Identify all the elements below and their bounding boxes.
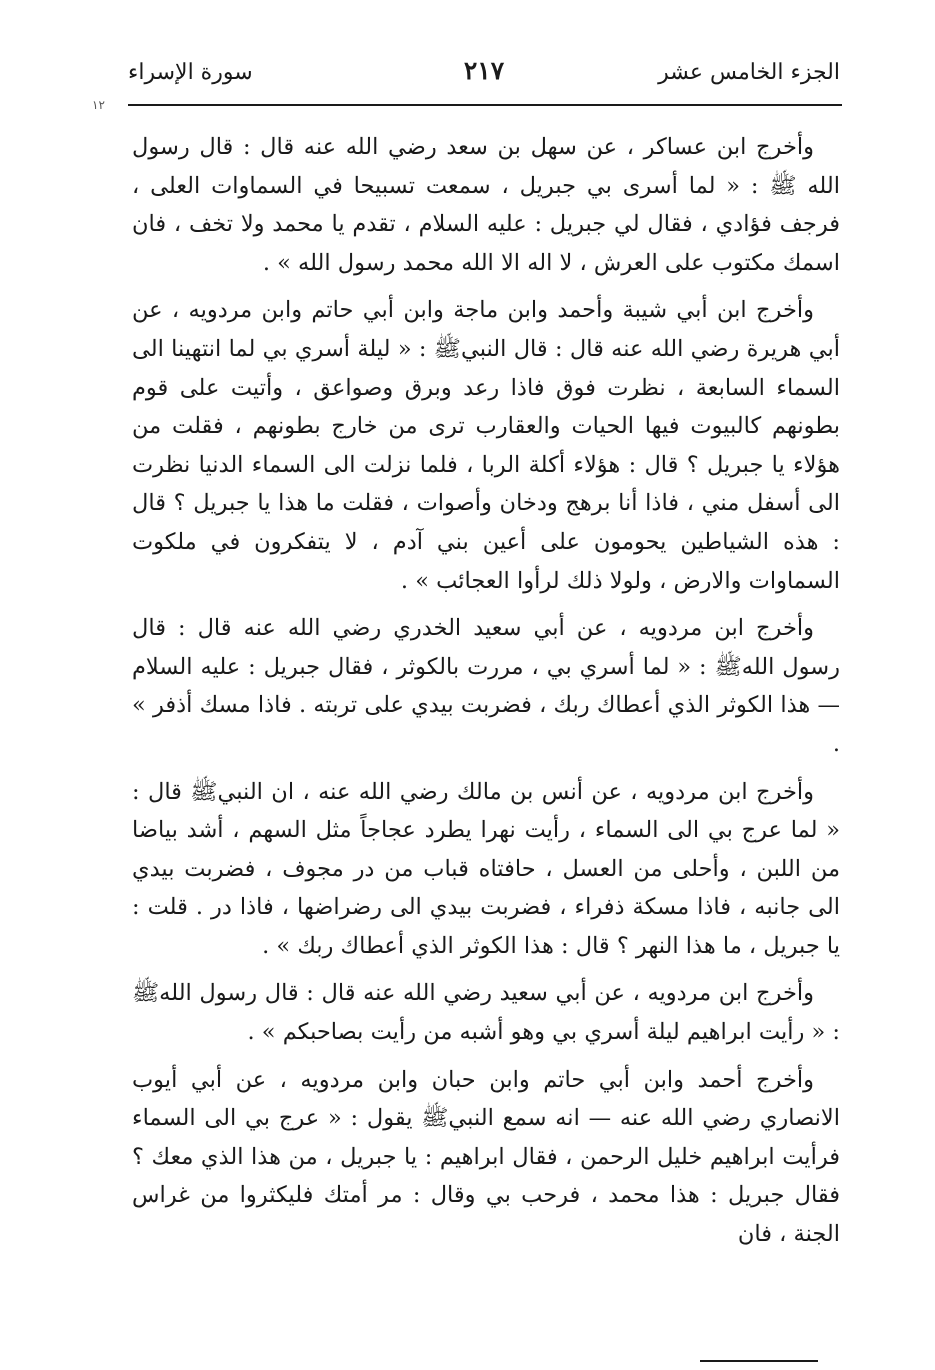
paragraph-5: وأخرج ابن مردويه ، عن أبي سعيد رضي الله عنه قال : قال رسول اللهﷺ : « رأيت ابراهيم ليلة أسري بي وهو أشبه من رأيت بصاحبكم » . <box>132 980 840 1046</box>
surah-title: سورة الإسراء <box>128 60 253 85</box>
paragraph-2: وأخرج ابن أبي شيبة وأحمد وابن ماجة وابن أبي حاتم وابن مردويه ، عن أبي هريرة رضي الله عنه قال : قال النبيﷺ : « ليلة أسري بي لما انتهينا الى السماء السابعة ، نظرت فوق فاذا رعد وبرق وصواعق ، وأتيت على قوم بطونهم كالبيوت فيها الحيات والعقارب ترى من خارج بطونهم ، فقلت من هؤلاء يا جبريل ؟ قال : هؤلاء أكلة الربا ، فلما نزلت الى السماء الدنيا نظرت الى أسفل مني ، فاذا أنا برهج ودخان وأصوات ، فقلت ما هذا يا جبريل ؟ قال : هذه الشياطين يحومون على أعين بني آدم ، لا يتفكرون في ملكوت السماوات والارض ، ولولا ذلك لرأوا العجائب » . <box>132 297 840 594</box>
paragraph-4: وأخرج ابن مردويه ، عن أنس بن مالك رضي الله عنه ، ان النبيﷺ قال : « لما عرج بي الى السماء ، رأيت نهرا يطرد عجاجاً مثل السهم ، أشد بياضا من اللبن ، وأحلى من العسل ، حافتاه قباب من در مجوف ، فضربت بيدي الى جانبه ، فاذا مسكة ذفراء ، فضربت بيدي الى رضراضها ، فاذا در . قلت : يا جبريل ، ما هذا النهر ؟ قال : هذا الكوثر الذي أعطاك ربك » . <box>132 778 840 959</box>
page-number: ٢١٧ <box>463 56 505 85</box>
body-text <box>132 128 840 1263</box>
margin-mark: ۱۲ <box>92 98 105 112</box>
paragraph-6: وأخرج أحمد وابن أبي حاتم وابن حبان وابن مردويه ، عن أبي أيوب الانصاري رضي الله عنه — انه سمع النبيﷺ يقول : « عرج بي الى السماء فرأيت ابراهيم خليل الرحمن ، فقال ابراهيم : يا جبريل ، من هذا الذي معك ؟ فقال جبريل : هذا محمد ، فرحب بي وقال : مر أمتك فليكثروا من غراس الجنة ، فان <box>132 1066 840 1248</box>
page-header <box>128 52 840 102</box>
footer-divider <box>700 1360 818 1362</box>
paragraph-1: وأخرج ابن عساكر ، عن سهل بن سعد رضي الله عنه قال : قال رسول الله ﷺ : « لما أسرى بي جبريل ، سمعت تسبيحا في السماوات العلى ، فرجف فؤادي ، فقال لي جبريل : عليه السلام ، تقدم يا محمد ولا تخف ، فان اسمك مكتوب على العرش ، لا اله الا الله محمد رسول الله » . <box>132 134 840 276</box>
header-divider <box>128 104 842 106</box>
paragraph-3: وأخرج ابن مردويه ، عن أبي سعيد الخدري رضي الله عنه قال : قال رسول اللهﷺ : « لما أسري بي ، مررت بالكوثر ، فقال جبريل : عليه السلام — هذا الكوثر الذي أعطاك ربك ، فضربت بيدي على تربته . فاذا مسك أذفر » . <box>132 615 840 757</box>
part-title: الجزء الخامس عشر <box>658 60 840 85</box>
